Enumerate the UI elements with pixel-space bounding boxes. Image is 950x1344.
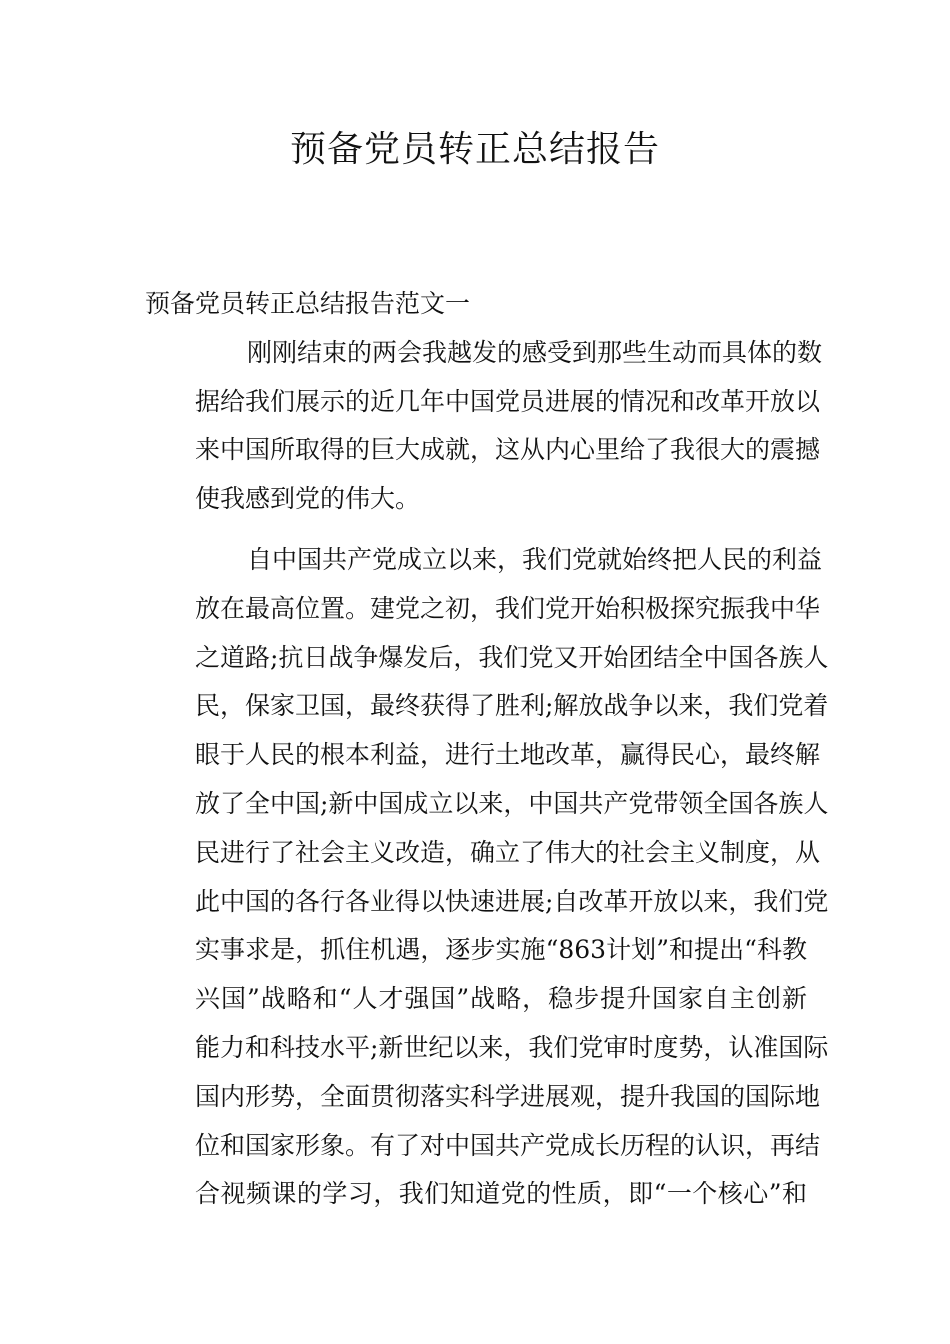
document-body: [145, 280, 829, 1219]
paragraph-line: 民进行了社会主义改造，确立了伟大的社会主义制度，从: [195, 837, 821, 867]
paragraph-line: 自中国共产党成立以来，我们党就始终把人民的利益: [247, 544, 823, 574]
document-title: 预备党员转正总结报告: [289, 129, 660, 170]
paragraph-spacer: [145, 524, 807, 536]
paragraph-line: 使我感到党的伟大。: [195, 484, 421, 514]
paragraph-line: 合视频课的学习，我们知道党的性质，即“一个核心”和: [195, 1179, 807, 1209]
paragraph-line: 位和国家形象。有了对中国共产党成长历程的认识，再结: [195, 1130, 821, 1160]
paragraph-line: 来中国所取得的巨大成就，这从内心里给了我很大的震撼: [195, 435, 821, 465]
paragraph-line: 眼于人民的根本利益，进行土地改革，赢得民心，最终解: [195, 740, 821, 770]
paragraph-line: 放在最高位置。建党之初，我们党开始积极探究振我中华: [195, 593, 821, 623]
paragraph-line: 放了全中国;新中国成立以来，中国共产党带领全国各族人: [195, 788, 829, 818]
paragraph-2: [145, 536, 829, 1219]
paragraph-line: 能力和科技水平;新世纪以来，我们党审时度势，认准国际: [195, 1032, 829, 1062]
paragraph-line: 刚刚结束的两会我越发的感受到那些生动而具体的数: [247, 337, 823, 367]
paragraph-1: [145, 329, 823, 524]
paragraph-line: 民，保家卫国，最终获得了胜利;解放战争以来，我们党着: [195, 691, 829, 721]
paragraph-line: 此中国的各行各业得以快速进展;自改革开放以来，我们党: [195, 886, 829, 916]
paragraph-line: 兴国”战略和“人才强国”战略，稳步提升国家自主创新: [195, 984, 807, 1014]
paragraph-line: 据给我们展示的近几年中国党员进展的情况和改革开放以: [195, 386, 821, 416]
section-subheading: 预备党员转正总结报告范文一: [145, 289, 471, 318]
paragraph-line: 实事求是，抓住机遇，逐步实施“863计划”和提出“科教: [195, 935, 807, 965]
paragraph-line: 国内形势，全面贯彻落实科学进展观，提升我国的国际地: [195, 1081, 821, 1111]
paragraph-line: 之道路;抗日战争爆发后，我们党又开始团结全中国各族人: [195, 642, 829, 672]
